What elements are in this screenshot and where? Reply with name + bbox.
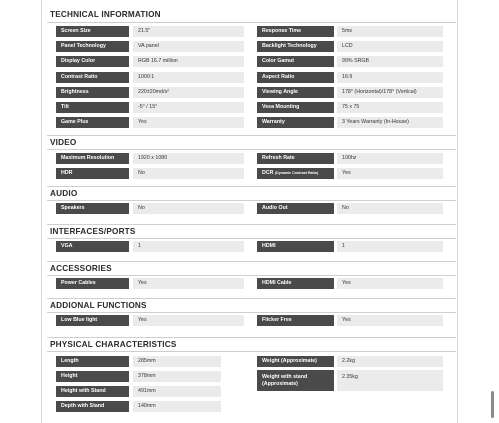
spec-label: Length [56, 356, 129, 367]
spec-label: HDMI Cable [257, 278, 334, 289]
section-divider [47, 22, 456, 23]
spec-label: Height with Stand [56, 386, 129, 397]
spec-value: 75 x 75 [337, 102, 443, 113]
spec-value: 21.5" [133, 26, 244, 37]
spec-value: 378mm [133, 371, 221, 382]
section-title-technical: TECHNICAL INFORMATION [50, 10, 161, 19]
spec-value: Yes [133, 117, 244, 128]
spec-label: HDR [56, 168, 129, 179]
section-divider [47, 312, 456, 313]
spec-value: 2.2kg [337, 356, 443, 367]
spec-value: No [133, 168, 244, 179]
spec-value: 140mm [133, 401, 221, 412]
spec-label: Panel Technology [56, 41, 129, 52]
spec-value: Yes [133, 278, 244, 289]
section-title-video: VIDEO [50, 138, 77, 147]
spec-value: LCD [337, 41, 443, 52]
section-title-accessories: ACCESSORIES [50, 264, 112, 273]
spec-label: VGA [56, 241, 129, 252]
spec-label: Low Blue light [56, 315, 129, 326]
spec-value: 16:9 [337, 72, 443, 83]
scrollbar-thumb[interactable] [491, 391, 494, 418]
spec-label: Contrast Ratio [56, 72, 129, 83]
spec-value: Yes [337, 278, 443, 289]
spec-value: 285mm [133, 356, 221, 367]
spec-value: Yes [133, 315, 244, 326]
section-title-physical: PHYSICAL CHARACTERISTICS [50, 340, 177, 349]
spec-value: -5° / 15° [133, 102, 244, 113]
spec-value: No [133, 203, 244, 214]
section-divider [47, 135, 456, 136]
spec-label: Speakers [56, 203, 129, 214]
spec-label: Display Color [56, 56, 129, 67]
spec-label: Warranty [257, 117, 334, 128]
section-divider [47, 186, 456, 187]
spec-value: 491mm [133, 386, 221, 397]
section-divider [47, 238, 456, 239]
spec-label: Vesa Mounting [257, 102, 334, 113]
spec-label: Screen Size [56, 26, 129, 37]
spec-label: Game Plus [56, 117, 129, 128]
spec-value: 100hz [337, 153, 443, 164]
spec-label: Viewing Angle [257, 87, 334, 98]
spec-value: 1 [337, 241, 443, 252]
spec-label: Color Gamut [257, 56, 334, 67]
spec-value: 5ms [337, 26, 443, 37]
section-title-audio: AUDIO [50, 189, 78, 198]
spec-label: Audio Out [257, 203, 334, 214]
spec-value: 3 Years Warranty (In-House) [337, 117, 443, 128]
section-title-interfaces: INTERFACES/PORTS [50, 227, 136, 236]
spec-value: No [337, 203, 443, 214]
spec-label: Refresh Rate [257, 153, 334, 164]
spec-value: 1 [133, 241, 244, 252]
spec-label: Weight (Approximate) [257, 356, 334, 367]
spec-label: Tilt [56, 102, 129, 113]
section-divider [47, 200, 456, 201]
spec-label-note: (Dynamic Contrast Ratio) [274, 170, 319, 175]
section-divider [47, 275, 456, 276]
spec-label-main: DCR [262, 169, 274, 176]
spec-label: Brightness [56, 87, 129, 98]
spec-label: Response Time [257, 26, 334, 37]
spec-label: Aspect Ratio [257, 72, 334, 83]
spec-value: 1000:1 [133, 72, 244, 83]
spec-label: HDMI [257, 241, 334, 252]
spec-value: Yes [337, 168, 443, 179]
spec-value: VA panel [133, 41, 244, 52]
section-divider [47, 149, 456, 150]
spec-value: 99% SRGB [337, 56, 443, 67]
spec-label: Flicker Free [257, 315, 334, 326]
spec-value: 2.35kg [337, 370, 443, 391]
spec-label: Weight with stand (Approximate) [257, 370, 334, 391]
section-title-additional: ADDIONAL FUNCTIONS [50, 301, 147, 310]
spec-value: 178° (Horizontal)/178° (Vertical) [337, 87, 443, 98]
spec-value: RGB 16.7 million [133, 56, 244, 67]
spec-label: Backlight Technology [257, 41, 334, 52]
spec-label [257, 168, 334, 179]
spec-label: Height [56, 371, 129, 382]
spec-value: 1920 x 1080 [133, 153, 244, 164]
spec-value: 220±20md/s² [133, 87, 244, 98]
spec-value: Yes [337, 315, 443, 326]
section-divider [47, 351, 456, 352]
spec-label: Power Cables [56, 278, 129, 289]
spec-label: Depth with Stand [56, 401, 129, 412]
spec-label: Maximum Resolution [56, 153, 129, 164]
